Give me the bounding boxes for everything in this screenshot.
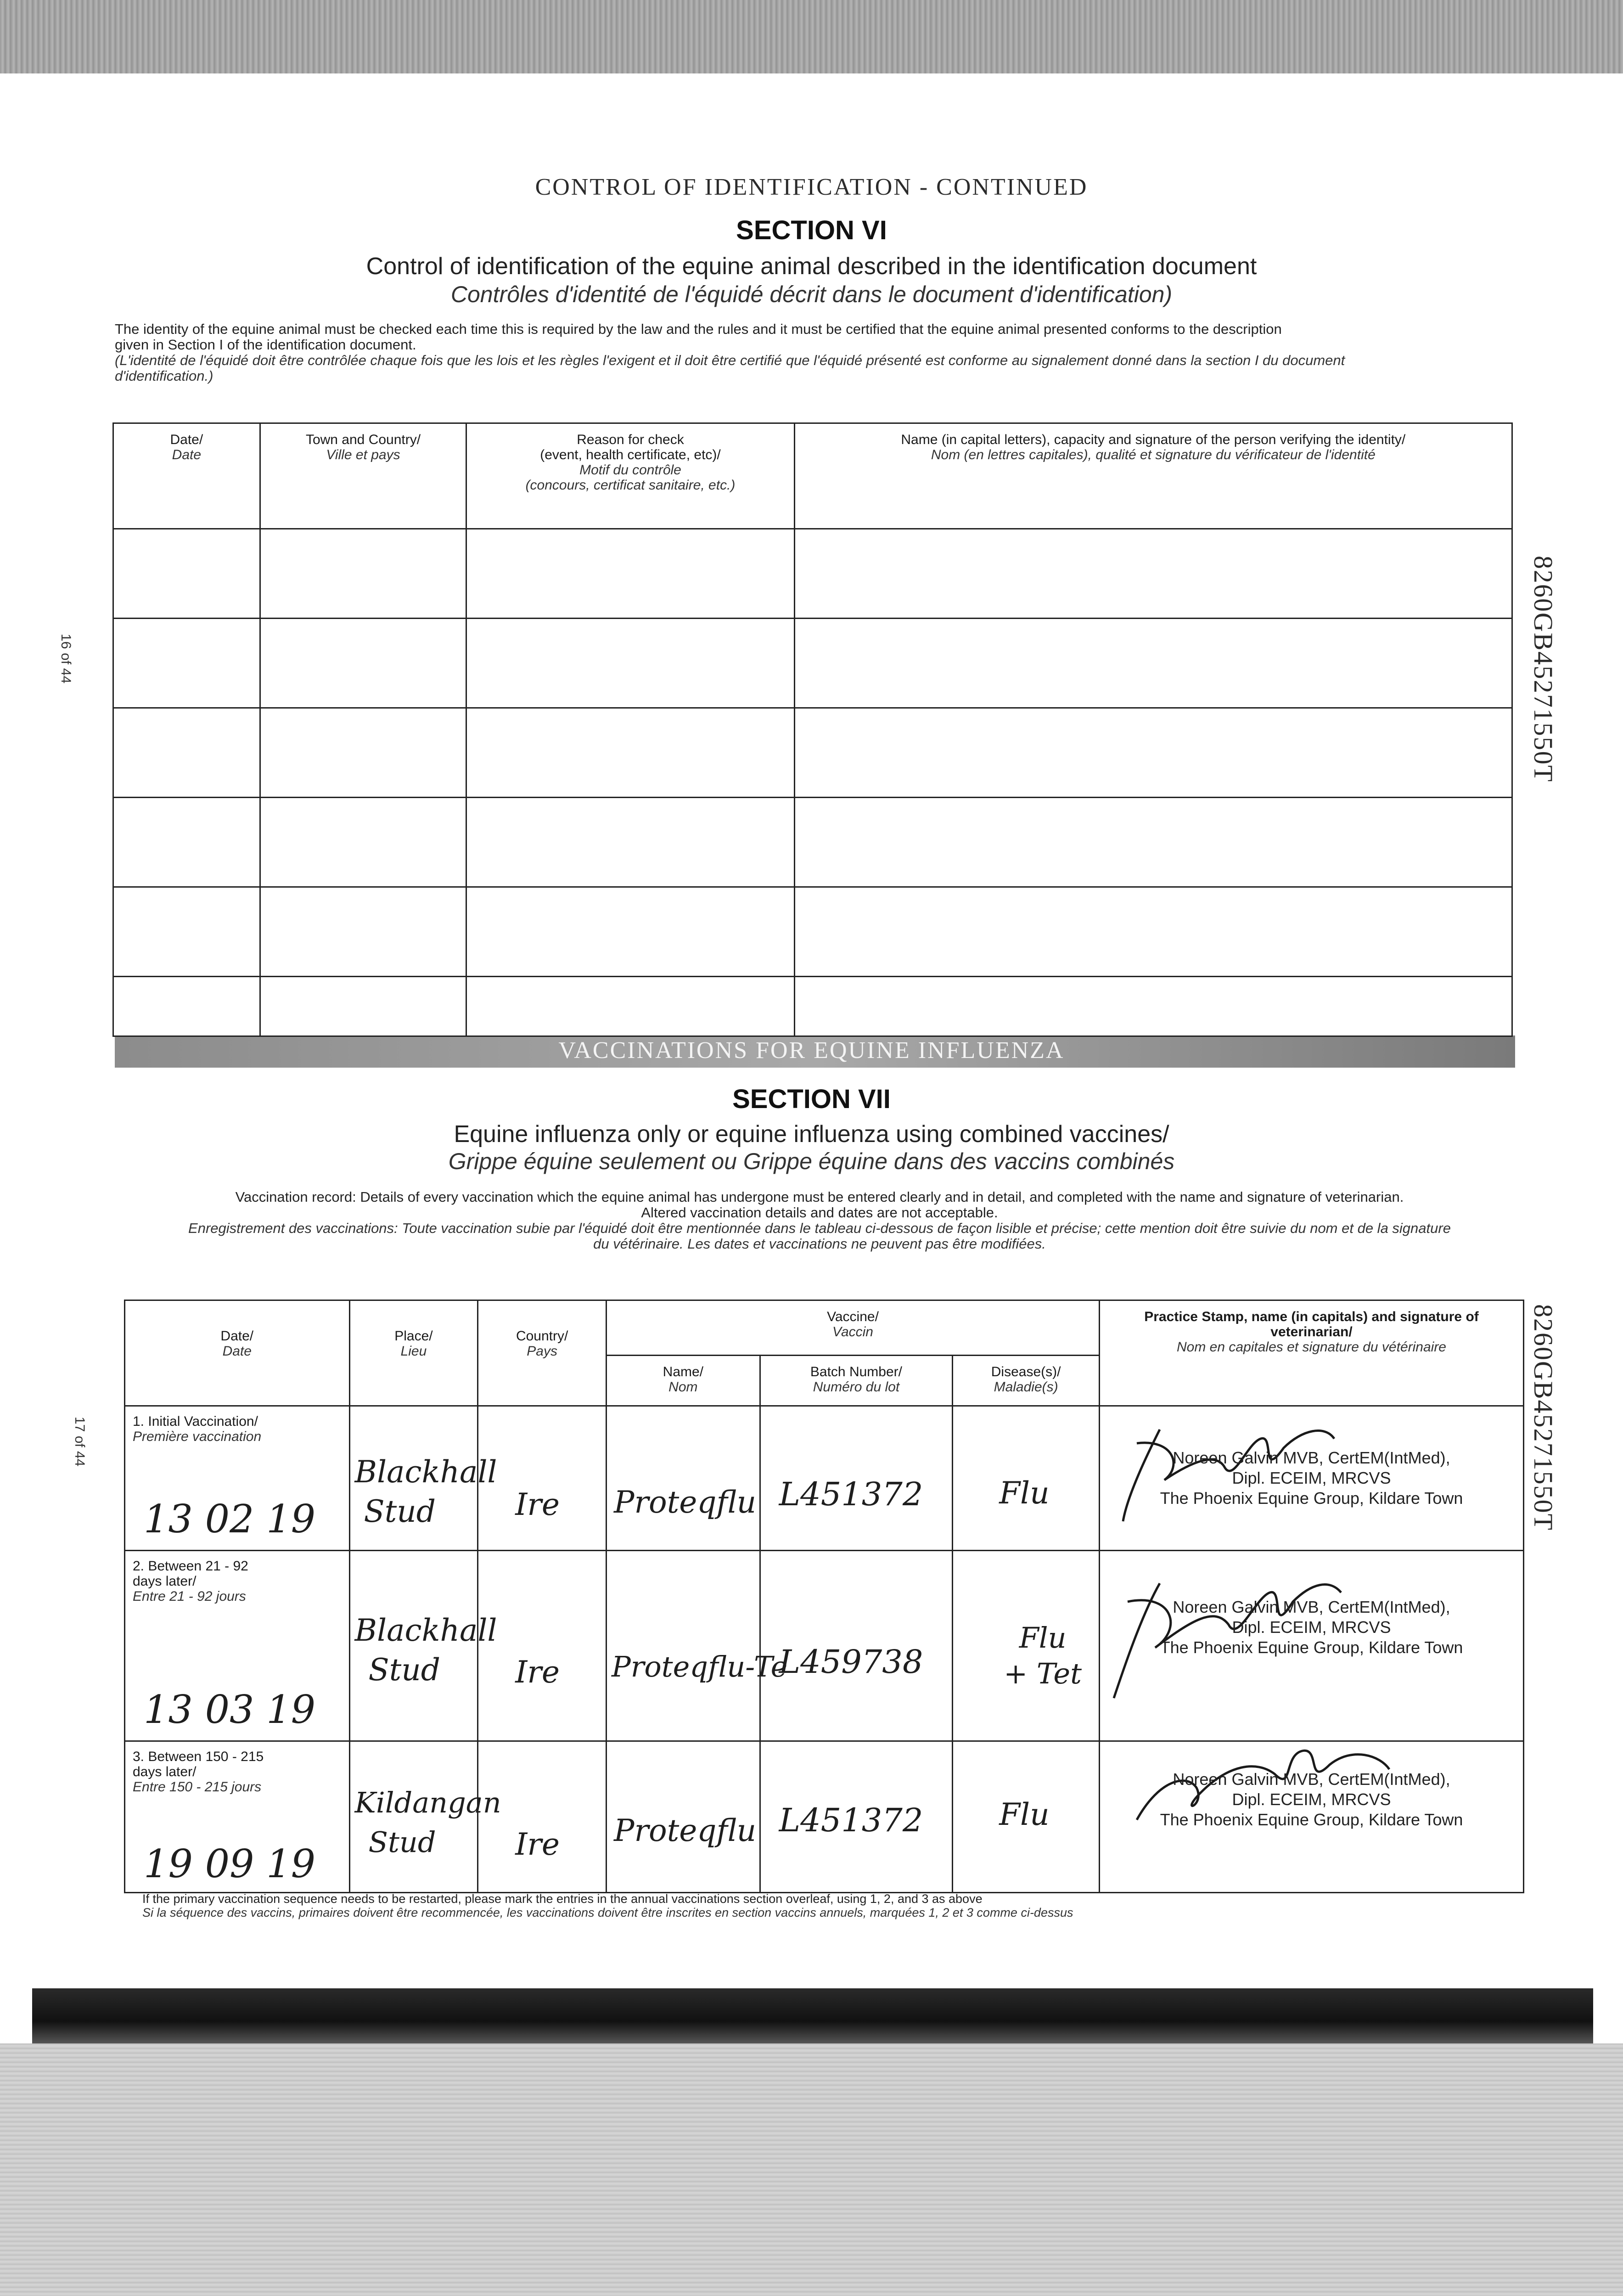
identity-check-table: [112, 422, 1513, 1037]
vaccinations-band-title: VACCINATIONS FOR EQUINE INFLUENZA: [558, 1037, 1065, 1064]
row-country-cell: [478, 1741, 607, 1893]
section6-title: SECTION VI: [736, 215, 887, 245]
col-reason: Reason for check (event, health certificate, etc)/ Motif du contrôle (concours, certificat sanitaire, etc.): [466, 423, 794, 529]
identity-check-row: [113, 708, 1512, 798]
section6-subtitle: Control of identification of the equine animal described in the identification document: [366, 253, 1257, 280]
section6-instructions: The identity of the equine animal must be checked each time this is required by the law and the rules and it must be certified that the equine animal presented conforms to the description given in Section I of the identification document. (L'identité de l'équidé doit être contrôlée chaque fois que les lois et les règles l'exigent et il doit être certifié que l'équidé présenté est conforme au signalement donné dans la section I du document d'identification.): [115, 321, 1345, 384]
col-town-country: Town and Country/ Ville et pays: [260, 423, 466, 529]
row-vaccine-cell: [607, 1741, 760, 1893]
country-value: Ire: [515, 1487, 560, 1522]
col-diseases: Disease(s)/ Maladie(s): [953, 1356, 1100, 1406]
section7-title: SECTION VII: [732, 1084, 891, 1114]
row-stamp-cell: [1100, 1551, 1524, 1741]
country-value: Ire: [515, 1654, 560, 1690]
disease-value: + Tet: [1004, 1657, 1082, 1690]
scan-top-band: [0, 0, 1623, 73]
row-disease-cell: [953, 1406, 1100, 1551]
page-number-top: 16 of 44: [58, 634, 73, 684]
row-disease-cell: [953, 1551, 1100, 1741]
identity-check-row: [113, 529, 1512, 619]
vaccination-date: 13 02 19: [144, 1497, 316, 1542]
batch-number-value: L459738: [779, 1643, 923, 1681]
vaccination-record-instructions: Vaccination record: Details of every vaccination which the equine animal has undergone must be entered clearly and in detail, and completed with the name and signature of veterinarian. Altered vaccination details and dates are not acceptable. Enregistrement des vaccinations: Toute vaccination subie par l'équidé doit être mentionnée dans le tableau ci-dessous de façon lisible et précise; cette mention doit être suivie du nom et de la signature du vétérinaire. Les dates et vaccinations ne peuvent pas être modifiées.: [188, 1189, 1451, 1252]
row-country-cell: [478, 1406, 607, 1551]
row-batch-cell: [760, 1741, 953, 1893]
disease-value: Flu: [999, 1797, 1050, 1832]
batch-number-value: L451372: [779, 1475, 923, 1513]
row-vaccine-cell: [607, 1551, 788, 1741]
row-batch-cell: [760, 1551, 953, 1741]
section7-subtitle-fr: Grippe équine seulement ou Grippe équine dans des vaccins combinés: [448, 1148, 1175, 1174]
row-date-cell: 2. Between 21 - 92 days later/ Entre 21 - 92 jours 13 03 19: [125, 1551, 350, 1741]
vaccination-header-row: [125, 1300, 1524, 1356]
vaccine-name-value: Proteqflu: [614, 1485, 757, 1520]
section7-subtitle: Equine influenza only or equine influenza using combined vaccines/: [454, 1121, 1169, 1148]
practice-stamp: Noreen Galvin MVB, CertEM(IntMed), Dipl. ECEIM, MRCVS The Phoenix Equine Group, Kildare Town: [1160, 1770, 1463, 1829]
disease-value: Flu: [1019, 1621, 1067, 1654]
col-verifier-name: Name (in capital letters), capacity and signature of the person verifying the identity/ Nom (en lettres capitales), qualité et signature du vérificateur de l'identité: [794, 423, 1512, 529]
ref-number-top: 8260GB45271550T: [1528, 556, 1558, 782]
place-line: Blackhall: [354, 1454, 497, 1490]
identity-check-row: [113, 619, 1512, 708]
row-batch-cell: [760, 1406, 953, 1551]
row-disease-cell: [953, 1741, 1100, 1893]
identity-check-header-row: [113, 423, 1512, 529]
col-practice-stamp: Practice Stamp, name (in capitals) and signature of veterinarian/ Nom en capitales et signature du vétérinaire: [1100, 1300, 1524, 1406]
place-line: Stud: [368, 1652, 441, 1688]
vaccination-row: [125, 1406, 1524, 1551]
col-vaccine-name: Name/ Nom: [607, 1356, 760, 1406]
identity-check-row: [113, 977, 1512, 1036]
page-number-bottom: 17 of 44: [72, 1417, 87, 1467]
row-country-cell: [478, 1551, 607, 1741]
col-date: Date/ Date: [125, 1300, 350, 1406]
country-value: Ire: [515, 1827, 560, 1862]
place-line: Stud: [364, 1494, 436, 1529]
practice-stamp: Noreen Galvin MVB, CertEM(IntMed), Dipl. ECEIM, MRCVS The Phoenix Equine Group, Kildare Town: [1160, 1598, 1463, 1657]
row-vaccine-cell: [607, 1406, 760, 1551]
place-line: Stud: [368, 1825, 436, 1859]
col-batch-number: Batch Number/ Numéro du lot: [760, 1356, 953, 1406]
section6-subtitle-fr: Contrôles d'identité de l'équidé décrit dans le document d'identification): [450, 281, 1173, 307]
disease-value: Flu: [999, 1475, 1050, 1511]
col-place: Place/ Lieu: [349, 1300, 478, 1406]
batch-number-value: L451372: [779, 1801, 923, 1839]
practice-stamp: Noreen Galvin MVB, CertEM(IntMed), Dipl. ECEIM, MRCVS The Phoenix Equine Group, Kildare Town: [1160, 1448, 1463, 1508]
vaccine-name-value: Proteqflu-Te: [612, 1650, 788, 1683]
row-stamp-cell: [1100, 1741, 1524, 1893]
scan-bottom-edge: [32, 1988, 1593, 2043]
identity-check-row: [113, 887, 1512, 977]
place-line: Kildangan: [354, 1786, 501, 1819]
row-place-cell: [349, 1406, 497, 1551]
vaccination-row: [125, 1741, 1524, 1893]
identity-check-row: [113, 798, 1512, 887]
vaccination-row: [125, 1551, 1524, 1741]
row-stamp-cell: [1100, 1406, 1524, 1551]
vaccine-name-value: Proteqflu: [614, 1813, 757, 1848]
col-date: Date/ Date: [113, 423, 260, 529]
col-country: Country/ Pays: [478, 1300, 607, 1406]
row-date-cell: 3. Between 150 - 215 days later/ Entre 150 - 215 jours 19 09 19: [125, 1741, 350, 1893]
col-vaccine-group: Vaccine/ Vaccin: [607, 1300, 1100, 1356]
scan-bottom-band: [0, 2043, 1623, 2296]
row-date-cell: 1. Initial Vaccination/ Première vaccination 13 02 19: [125, 1406, 350, 1551]
place-line: Blackhall: [354, 1613, 497, 1648]
row-place-cell: [349, 1551, 497, 1741]
continued-header: CONTROL OF IDENTIFICATION - CONTINUED: [535, 174, 1088, 200]
footnote: If the primary vaccination sequence needs to be restarted, please mark the entries in the annual vaccinations section overleaf, using 1, 2, and 3 as above Si la séquence des vaccins, primaires doivent être recommencée, les vaccinations doivent être inscrites en section vaccins annuels, marquées 1, 2 et 3 comme ci-dessus: [142, 1892, 1073, 1919]
vaccination-date: 13 03 19: [144, 1687, 316, 1732]
row-place-cell: [349, 1741, 501, 1893]
vaccination-date: 19 09 19: [144, 1841, 316, 1886]
ref-number-bottom: 8260GB45271550T: [1528, 1304, 1558, 1531]
vaccination-table: [124, 1300, 1524, 1893]
